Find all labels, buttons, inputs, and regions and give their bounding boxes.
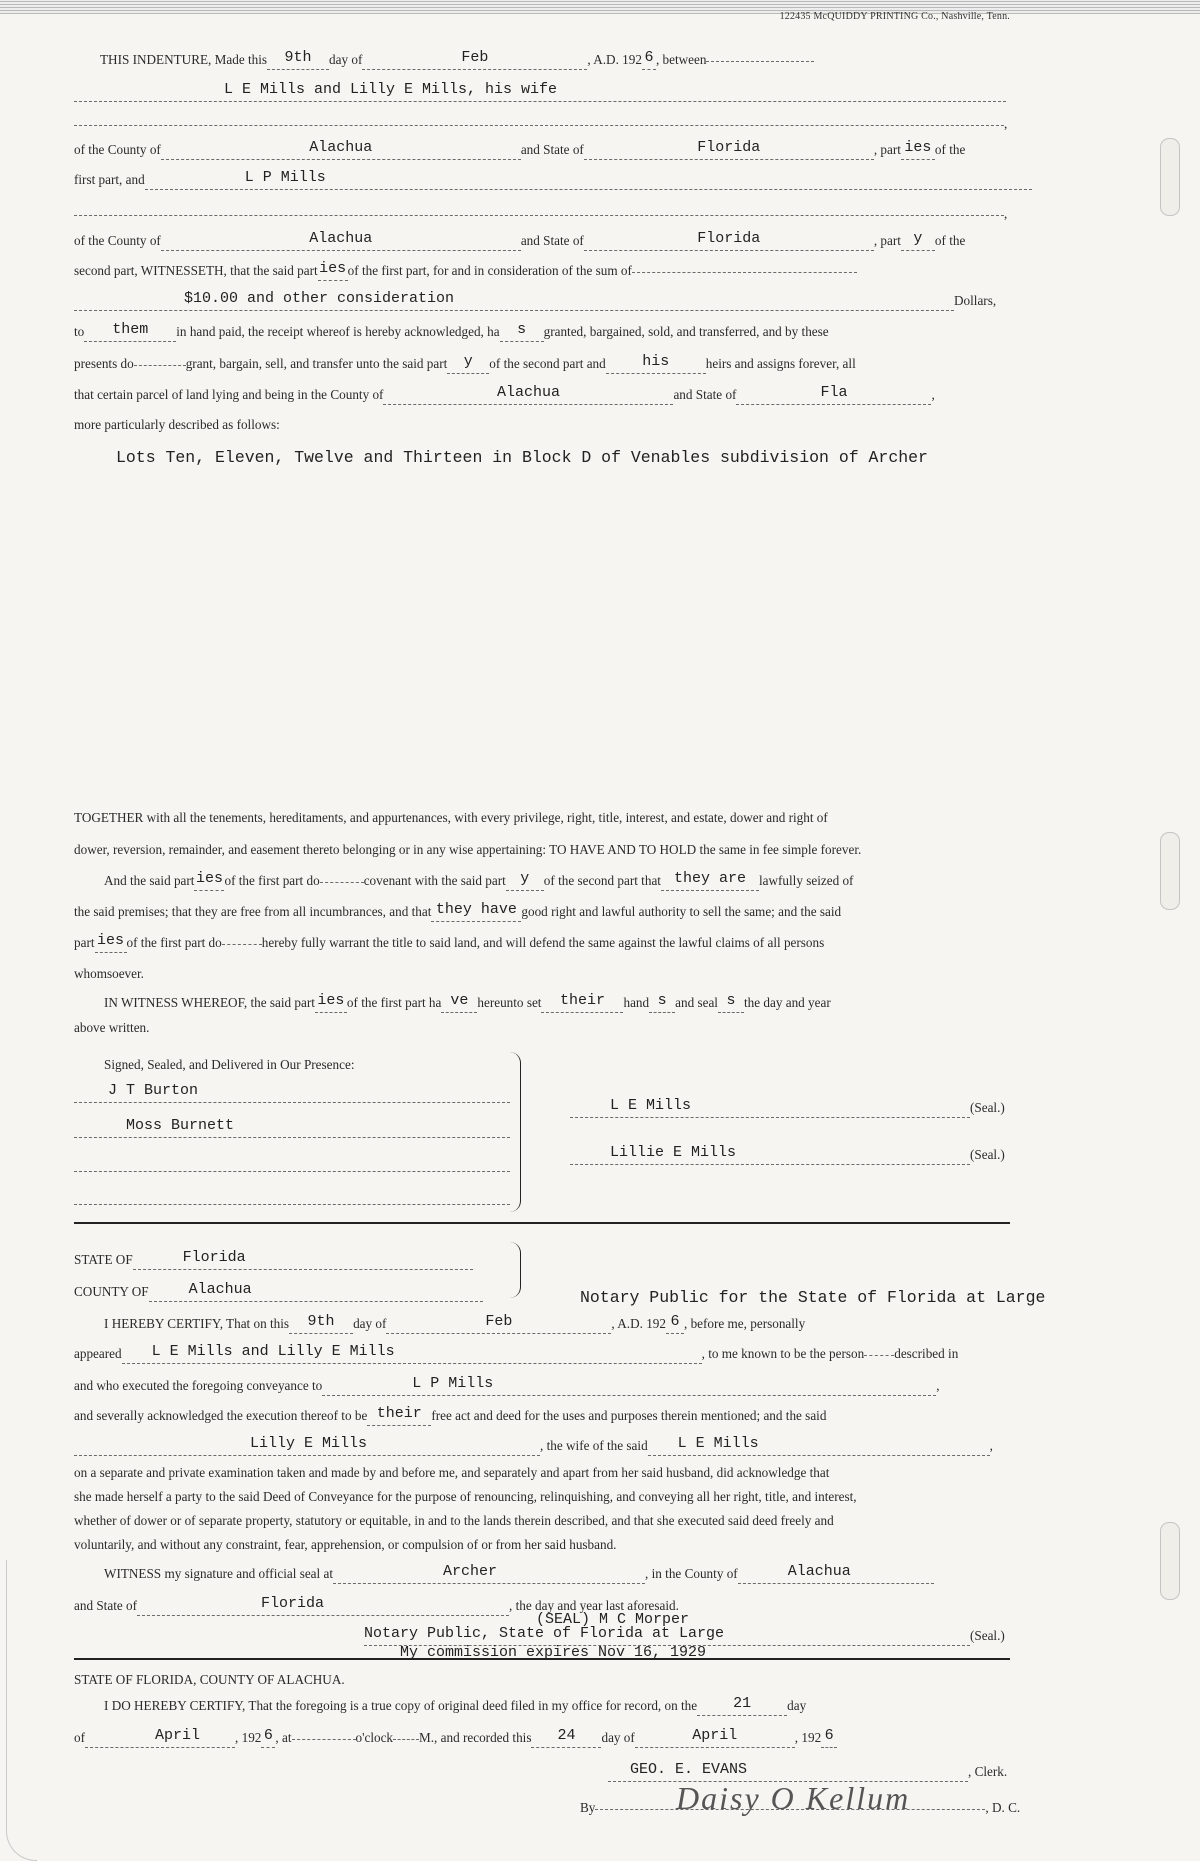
- top-border-band: [0, 0, 1200, 14]
- signer-line-1: L E Mills (Seal.): [570, 1100, 1005, 1118]
- together-line-4: the said premises; that they are free from all incumbrances, and that they have good right and lawful authority to sell the same; and the said: [74, 904, 841, 922]
- appeared-persons: L E Mills and Lilly E Mills: [151, 1343, 395, 1360]
- signer-1-name: L E Mills: [610, 1097, 692, 1114]
- binder-hole-bottom: [1160, 1522, 1180, 1600]
- together-line-3: And the said parties of the first part do covenant with the said part y of the second part that they are lawfully seized of: [104, 873, 853, 891]
- venue-brace: [510, 1242, 521, 1298]
- notary-paragraph-1: on a separate and private examination taken and made by and before me, and separately and apart from her said husband, did acknowledge that: [74, 1465, 830, 1480]
- consideration-sum: $10.00 and other consideration: [184, 290, 455, 307]
- witness-brace: [510, 1052, 521, 1212]
- clerk-name: GEO. E. EVANS: [630, 1761, 748, 1778]
- notary-state-line: STATE OF Florida: [74, 1252, 473, 1270]
- indenture-line-13: more particularly described as follows:: [74, 417, 280, 432]
- indenture-line-5: first part, and L P Mills: [74, 172, 1032, 190]
- witness-line-4: [74, 1195, 510, 1211]
- signer-2-name: Lillie E Mills: [610, 1144, 737, 1161]
- together-line-5: part ies of the first part do hereby fully warrant the title to said land, and will defend the same against the lawful claims of all persons: [74, 935, 824, 953]
- indenture-line-8: second part, WITNESSETH, that the said parties of the first part, for and in consideration of the sum of: [74, 263, 857, 281]
- page-curl-edge: [6, 1560, 37, 1861]
- husband-name: L E Mills: [677, 1435, 759, 1452]
- deputy-clerk-line: By , D. C.: [580, 1800, 1021, 1815]
- indenture-line-6: ,: [74, 206, 1007, 222]
- witness-whereof-line: IN WITNESS WHEREOF, the said part ies of the first part ha ve hereunto set their hand s and seal s the day and year: [104, 995, 831, 1013]
- witness-line-3: [74, 1162, 510, 1178]
- witness-2-name: Moss Burnett: [126, 1117, 235, 1134]
- indenture-line-9: $10.00 and other consideration Dollars,: [74, 293, 996, 311]
- notary-paragraph-4: voluntarily, and without any constraint, fear, apprehension, or compulsion of or from her said husband.: [74, 1537, 617, 1552]
- indenture-month: Feb: [461, 49, 489, 66]
- together-line-2: dower, reversion, remainder, and easement thereto belonging or in any wise appertaining: TO HAVE AND TO HOLD the same in fee simple forever.: [74, 842, 862, 857]
- indenture-line-2: [74, 81, 1006, 102]
- indenture-line-11: presents do grant, bargain, sell, and transfer unto the said part y of the second part and his heirs and assigns forever, all: [74, 356, 856, 374]
- signed-sealed-header: Signed, Sealed, and Delivered in Our Presence:: [104, 1057, 355, 1072]
- notary-signature: Notary Public, State of Florida at Large: [364, 1625, 725, 1642]
- witness-whereof-line-2: above written.: [74, 1020, 150, 1035]
- land-description: Lots Ten, Eleven, Twelve and Thirteen in Block D of Venables subdivision of Archer: [116, 448, 928, 467]
- notary-certify-line: I HEREBY CERTIFY, That on this 9th day of Feb , A.D. 192 6 , before me, personally: [104, 1316, 805, 1334]
- printer-imprint: 122435 McQUIDDY PRINTING Co., Nashville, Tenn.: [779, 11, 1010, 22]
- notary-witness-line: WITNESS my signature and official seal at Archer , in the County of Alachua: [104, 1566, 934, 1584]
- first-party-names: L E Mills and Lilly E Mills, his wife: [224, 81, 558, 98]
- witness-1-name: J T Burton: [108, 1082, 199, 1099]
- notary-executed-line: and who executed the foregoing conveyance to L P Mills ,: [74, 1378, 940, 1396]
- together-line-6: whomsoever.: [74, 966, 144, 981]
- notary-paragraph-2: she made herself a party to the said Deed of Conveyance for the purpose of renouncing, relinquishing, and conveying all her right, title, and interest,: [74, 1489, 857, 1504]
- indenture-line-12: that certain parcel of land lying and being in the County of Alachua and State of Fla ,: [74, 387, 935, 405]
- notary-seal-name: (SEAL) M C Morper: [536, 1611, 690, 1628]
- indenture-day: 9th: [284, 49, 312, 66]
- notary-county-line: COUNTY OF Alachua: [74, 1284, 483, 1302]
- indenture-line-7: of the County of Alachua and State of Florida , part y of the: [74, 233, 965, 251]
- clerk-line: GEO. E. EVANS , Clerk.: [608, 1764, 1007, 1782]
- section-divider-1: [74, 1222, 1010, 1224]
- binder-hole-top: [1160, 138, 1180, 216]
- indenture-line-10: to them in hand paid, the receipt whereof is hereby acknowledged, ha s granted, bargained, sold, and transferred, and by these: [74, 324, 829, 342]
- record-certify-line: I DO HEREBY CERTIFY, That the foregoing is a true copy of original deed filed in my office for record, on the 21 day: [104, 1698, 806, 1716]
- indenture-line-3: ,: [74, 116, 1007, 132]
- notary-appeared-line: appeared L E Mills and Lilly E Mills , to me known to be the person described in: [74, 1346, 958, 1364]
- notary-severally-line: and severally acknowledged the execution thereof to be their free act and deed for the uses and purposes therein mentioned; and the said: [74, 1408, 826, 1426]
- binder-hole-middle: [1160, 832, 1180, 910]
- indenture-line-4: of the County of Alachua and State of Florida , part ies of the: [74, 142, 965, 160]
- wife-name: Lilly E Mills: [250, 1435, 368, 1452]
- notary-title-stamp: Notary Public for the State of Florida at Large: [580, 1288, 1046, 1307]
- signer-line-2: Lillie E Mills (Seal.): [570, 1147, 1005, 1165]
- notary-signature-line: Notary Public, State of Florida at Large (Seal.): [364, 1628, 1005, 1646]
- deputy-clerk-signature: Daisy O Kellum: [676, 1780, 911, 1816]
- together-line-1: TOGETHER with all the tenements, hereditaments, and appurtenances, with every privilege, right, title, interest, and estate, dower and right of: [74, 810, 828, 825]
- notary-state-line-2: and State of Florida , the day and year last aforesaid.: [74, 1598, 679, 1616]
- notary-paragraph-3: whether of dower or of separate property, statutory or equitable, in and to the lands therein described, and that she executed said deed freely and: [74, 1513, 834, 1528]
- record-date-line: of April , 192 6 , at o'clock M., and recorded this 24 day of April , 192 6: [74, 1730, 837, 1748]
- notary-wife-line: Lilly E Mills , the wife of the said L E Mills ,: [74, 1438, 993, 1456]
- witness-line-2: [74, 1117, 510, 1138]
- second-party-name: L P Mills: [244, 169, 326, 186]
- section-divider-2: [74, 1658, 1010, 1660]
- witness-line-1: [74, 1082, 510, 1103]
- indenture-line-1: THIS INDENTURE, Made this 9th day of Feb , A.D. 192 6 , between: [100, 52, 814, 70]
- commission-expires: My commission expires Nov 16, 1929: [400, 1644, 707, 1661]
- record-state-county: STATE OF FLORIDA, COUNTY OF ALACHUA.: [74, 1672, 345, 1687]
